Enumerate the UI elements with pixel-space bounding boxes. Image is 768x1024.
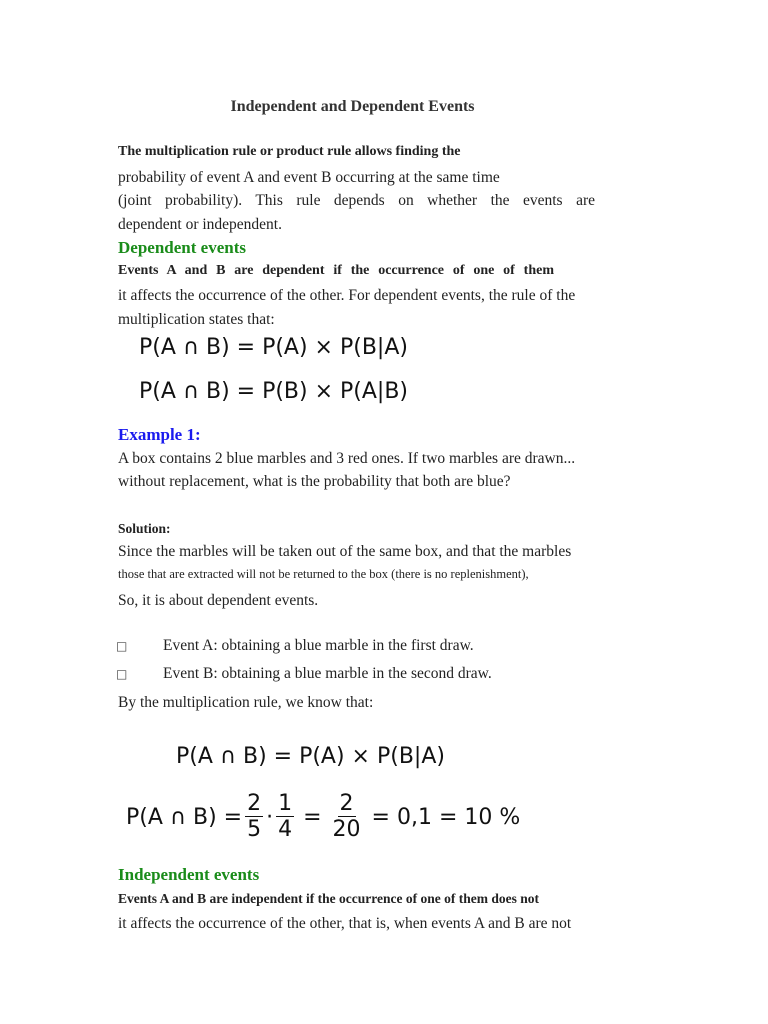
dependent-heading: Dependent events — [118, 238, 246, 257]
equals-sign: = — [303, 804, 322, 830]
example-heading: Example 1: — [118, 425, 201, 444]
bullet-item-event-a: Event A: obtaining a blue marble in the first draw. — [163, 637, 474, 654]
dependent-line-3: multiplication states that: — [118, 311, 275, 328]
intro-line-2: probability of event A and event B occurring at the same time — [118, 169, 500, 186]
fraction-two-twentieths — [331, 792, 363, 842]
fraction-denominator: 5 — [247, 816, 262, 842]
fraction-two-fifths — [245, 792, 263, 842]
intro-line-4: dependent or independent. — [118, 216, 282, 233]
fraction-one-fourth — [276, 792, 294, 842]
fraction-numerator: 2 — [339, 790, 354, 816]
fraction-denominator: 20 — [332, 816, 361, 842]
formula-dependent-2: P(A ∩ B) = P(B) × P(A|B) — [139, 379, 409, 404]
formula-rhs: = 0,1 = 10 % — [371, 804, 521, 830]
fraction-denominator: 4 — [278, 816, 293, 842]
solution-line-3: So, it is about dependent events. — [118, 592, 319, 609]
formula-lhs: P(A ∩ B) = — [126, 804, 243, 830]
solution-line-2: those that are extracted will not be returned to the box (there is no replenishment), — [118, 567, 529, 581]
dependent-line-1: Events A and B are dependent if the occurrence of one of them — [118, 263, 554, 278]
bullet-icon: □ — [116, 639, 128, 653]
multiply-dot: · — [266, 804, 274, 830]
independent-heading: Independent events — [118, 865, 260, 884]
page-title: Independent and Dependent Events — [230, 98, 475, 115]
dependent-line-2: it affects the occurrence of the other. For dependent events, the rule of the — [118, 287, 576, 304]
rule-line: By the multiplication rule, we know that: — [118, 694, 374, 711]
example-line-1: A box contains 2 blue marbles and 3 red ones. If two marbles are drawn... — [118, 450, 576, 467]
bullet-icon: □ — [116, 667, 128, 681]
bullet-item-event-b: Event B: obtaining a blue marble in the second draw. — [163, 665, 492, 682]
intro-line-1: The multiplication rule or product rule allows finding the — [118, 144, 461, 159]
formula-example-1: P(A ∩ B) = P(A) × P(B|A) — [176, 744, 445, 769]
independent-line-2: it affects the occurrence of the other, that is, when events A and B are not — [118, 915, 572, 932]
solution-line-1: Since the marbles will be taken out of the same box, and that the marbles — [118, 543, 572, 560]
solution-label: Solution: — [118, 521, 171, 536]
fraction-numerator: 1 — [278, 790, 293, 816]
intro-line-3: (joint probability). This rule depends on whether the events are — [118, 192, 595, 209]
formula-dependent-1: P(A ∩ B) = P(A) × P(B|A) — [139, 335, 408, 360]
formula-example-2 — [126, 790, 520, 844]
fraction-numerator: 2 — [247, 790, 262, 816]
independent-line-1: Events A and B are independent if the occurrence of one of them does not — [118, 891, 539, 906]
example-line-2: without replacement, what is the probability that both are blue? — [118, 473, 511, 490]
